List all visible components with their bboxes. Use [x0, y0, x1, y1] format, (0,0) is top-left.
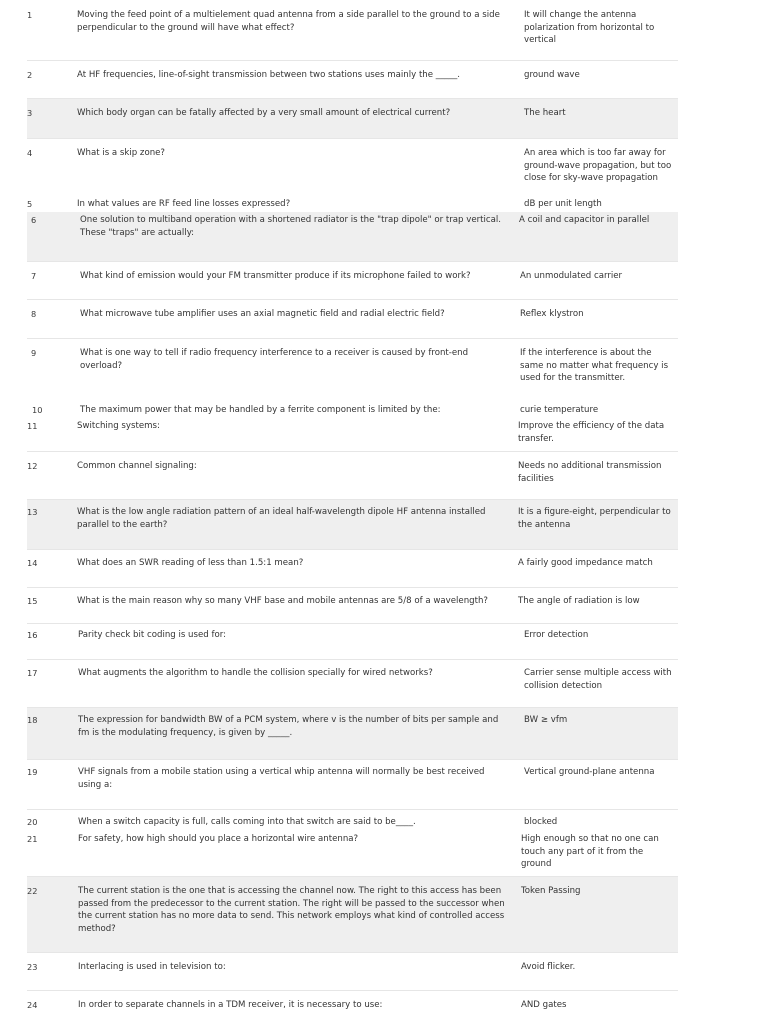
- table-row: [27, 953, 678, 991]
- table-row: [27, 198, 678, 212]
- question-text: Common channel signaling:: [77, 461, 197, 471]
- table-row: [27, 660, 678, 708]
- row-number: 19: [27, 767, 38, 777]
- row-number: 13: [27, 507, 38, 517]
- answer-text: High enough so that no one can touch any part of it from the ground: [521, 834, 659, 870]
- question-text: For safety, how high should you place a horizontal wire antenna?: [78, 834, 359, 844]
- answer-text: Token Passing: [521, 886, 581, 896]
- answer-text: dB per unit length: [524, 199, 602, 209]
- row-number: 24: [27, 1000, 38, 1010]
- question-text: What is a skip zone?: [77, 148, 165, 158]
- answer-text: BW ≥ vfm: [524, 715, 568, 725]
- answer-text: Vertical ground-plane antenna: [524, 767, 655, 777]
- table-row: [27, 300, 678, 339]
- question-text: What is the low angle radiation pattern of an ideal half-wavelength dipole HF antenna installed parallel to the earth?: [77, 507, 486, 530]
- table-row: [27, 588, 678, 624]
- question-text: What is the main reason why so many VHF base and mobile antennas are 5/8 of a wavelength?: [77, 596, 488, 606]
- row-number: 15: [27, 596, 38, 606]
- row-number: 11: [27, 421, 38, 431]
- row-number: 1: [27, 10, 33, 20]
- table-row: [27, 339, 678, 403]
- row-number: 3: [27, 108, 33, 118]
- answer-text: Reflex klystron: [520, 309, 584, 319]
- table-row: [27, 403, 678, 418]
- table-row: [27, 877, 678, 953]
- question-text: In what values are RF feed line losses expressed?: [77, 199, 291, 209]
- table-row: [27, 624, 678, 660]
- table-row: [27, 452, 678, 500]
- table-row: [27, 212, 678, 262]
- question-text: What microwave tube amplifier uses an axial magnetic field and radial electric field?: [80, 309, 445, 319]
- row-number: 6: [31, 215, 37, 225]
- row-number: 16: [27, 630, 38, 640]
- row-number: 9: [31, 348, 37, 358]
- answer-text: Avoid flicker.: [521, 962, 576, 972]
- table-row: [27, 6, 678, 61]
- question-text: VHF signals from a mobile station using a vertical whip antenna will normally be best received using a:: [78, 767, 485, 790]
- answer-text: An unmodulated carrier: [520, 271, 623, 281]
- question-text: At HF frequencies, line-of-sight transmission between two stations uses mainly the _____.: [77, 70, 460, 80]
- question-text: Interlacing is used in television to:: [78, 962, 226, 972]
- answer-text: If the interference is about the same no matter what frequency is used for the transmitter.: [520, 348, 669, 384]
- row-number: 14: [27, 558, 38, 568]
- question-text: Moving the feed point of a multielement quad antenna from a side parallel to the ground to a side perpendicular to the ground will have what effect?: [77, 10, 500, 33]
- answer-text: Carrier sense multiple access with collision detection: [524, 668, 672, 691]
- row-number: 12: [27, 461, 38, 471]
- row-number: 4: [27, 148, 33, 158]
- answer-text: An area which is too far away for ground-wave propagation, but too close for sky-wave propagation: [524, 148, 672, 184]
- question-text: What does an SWR reading of less than 1.5:1 mean?: [77, 558, 304, 568]
- answer-text: Improve the efficiency of the data transfer.: [518, 421, 665, 444]
- row-number: 10: [32, 405, 43, 415]
- question-text: When a switch capacity is full, calls coming into that switch are said to be____.: [78, 817, 416, 827]
- table-row: [27, 760, 678, 810]
- question-text: One solution to multiband operation with a shortened radiator is the "trap dipole" or trap vertical. These "traps" are actually:: [80, 215, 502, 238]
- question-text: Parity check bit coding is used for:: [78, 630, 227, 640]
- question-text: Which body organ can be fatally affected by a very small amount of electrical current?: [77, 108, 451, 118]
- row-number: 23: [27, 962, 38, 972]
- answer-text: blocked: [524, 817, 558, 827]
- table-row: [27, 418, 678, 452]
- question-text: In order to separate channels in a TDM receiver, it is necessary to use:: [78, 1000, 383, 1010]
- answer-text: It is a figure-eight, perpendicular to the antenna: [518, 507, 671, 530]
- table-row: [27, 500, 678, 550]
- table-row: [27, 810, 678, 830]
- table-row: [27, 830, 678, 877]
- answer-text: It will change the antenna polarization from horizontal to vertical: [524, 10, 655, 46]
- table-row: [27, 550, 678, 588]
- row-number: 22: [27, 886, 38, 896]
- row-number: 21: [27, 834, 38, 844]
- row-number: 17: [27, 668, 38, 678]
- question-text: What augments the algorithm to handle the collision specially for wired networks?: [78, 668, 433, 678]
- question-text: What kind of emission would your FM transmitter produce if its microphone failed to work?: [80, 271, 471, 281]
- table-row: [27, 708, 678, 760]
- question-text: Switching systems:: [77, 421, 160, 431]
- qa-table: [27, 6, 678, 1022]
- answer-text: The heart: [524, 108, 566, 118]
- table-row: [27, 991, 678, 1022]
- row-number: 20: [27, 817, 38, 827]
- question-text: The maximum power that may be handled by a ferrite component is limited by the:: [80, 405, 441, 415]
- row-number: 5: [27, 199, 33, 209]
- table-row: [27, 139, 678, 198]
- row-number: 18: [27, 715, 38, 725]
- row-number: 8: [31, 309, 37, 319]
- answer-text: The angle of radiation is low: [518, 596, 640, 606]
- question-text: The current station is the one that is accessing the channel now. The right to this access has been passed from the predecessor to the current station. The right will be passed to the successor when the current station has no more data to send. This network employs what kind of controlled access method?: [78, 886, 505, 934]
- answer-text: ground wave: [524, 70, 580, 80]
- answer-text: curie temperature: [520, 405, 599, 415]
- table-row: [27, 262, 678, 300]
- question-text: The expression for bandwidth BW of a PCM system, where v is the number of bits per sample and fm is the modulating frequency, is given by _____.: [78, 715, 499, 738]
- row-number: 7: [31, 271, 37, 281]
- answer-text: Error detection: [524, 630, 589, 640]
- answer-text: AND gates: [521, 1000, 567, 1010]
- table-row: [27, 99, 678, 139]
- answer-text: A fairly good impedance match: [518, 558, 653, 568]
- question-text: What is one way to tell if radio frequency interference to a receiver is caused by front-end overload?: [80, 348, 469, 371]
- row-number: 2: [27, 70, 33, 80]
- answer-text: A coil and capacitor in parallel: [519, 215, 650, 225]
- table-row: [27, 61, 678, 99]
- answer-text: Needs no additional transmission facilities: [518, 461, 662, 484]
